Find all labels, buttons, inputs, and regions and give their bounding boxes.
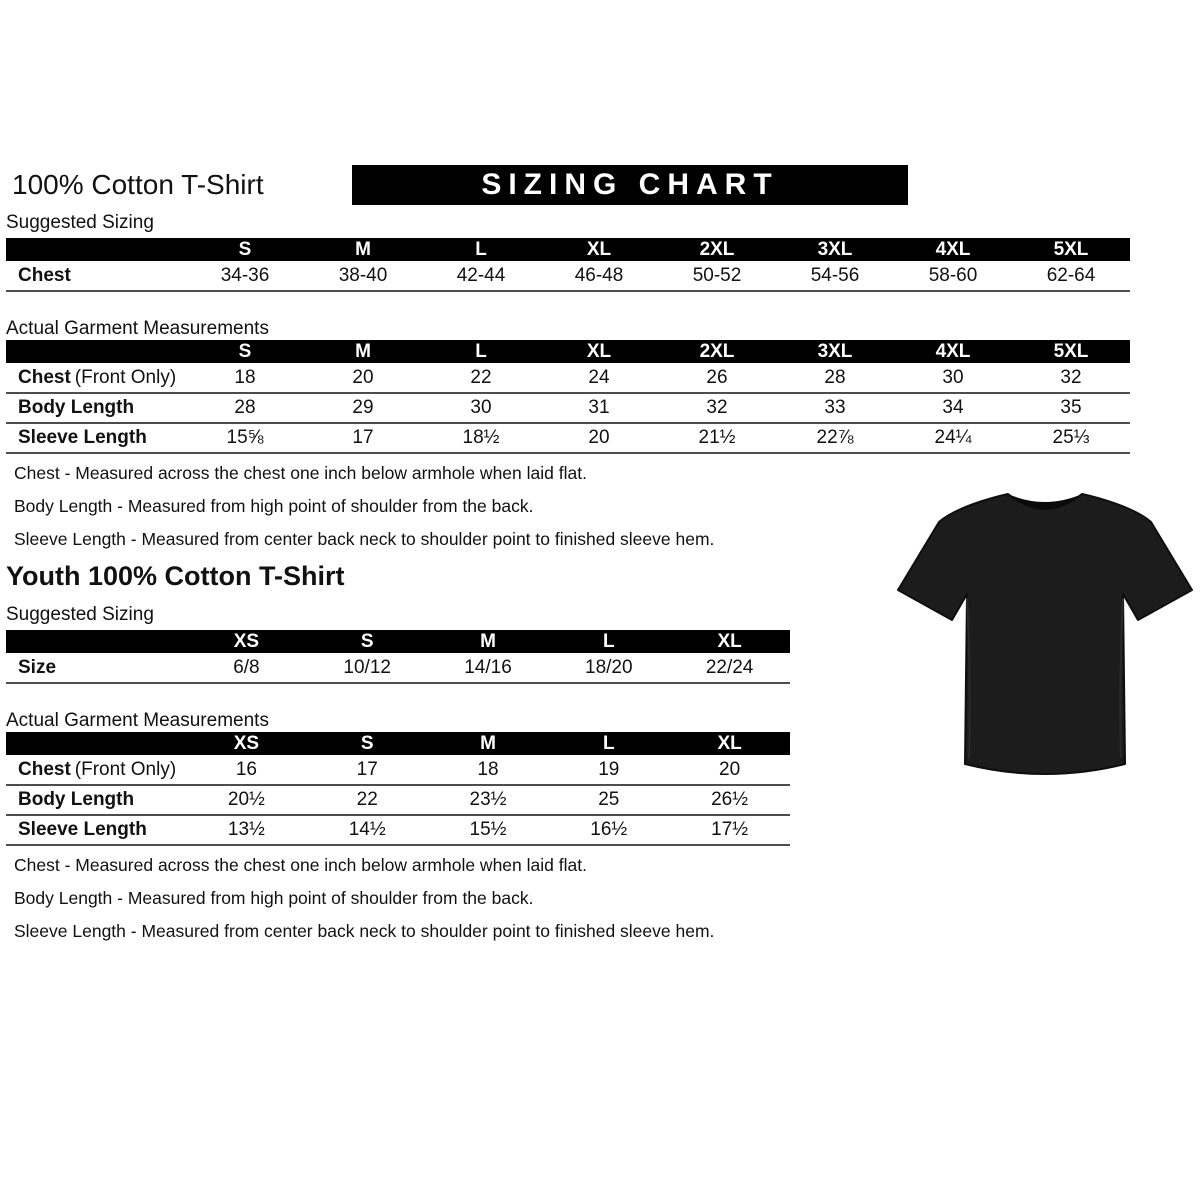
size-header: S — [307, 732, 428, 755]
size-header-row — [6, 732, 790, 755]
adult-suggested-table — [6, 238, 1130, 292]
adult-actual-table — [6, 340, 1130, 454]
row-label — [6, 393, 186, 423]
cell: 19 — [548, 755, 669, 785]
size-header-row — [6, 238, 1130, 261]
cell: 16½ — [548, 815, 669, 845]
row-label-text: Body Length — [18, 397, 135, 418]
tshirt-image — [895, 478, 1195, 818]
cell: 54-56 — [776, 261, 894, 291]
size-header: 2XL — [658, 340, 776, 363]
cell: 22⅞ — [776, 423, 894, 453]
size-header: M — [304, 340, 422, 363]
youth-suggested-sizing-label: Suggested Sizing — [6, 604, 154, 625]
row-label-text: Body Length — [18, 789, 135, 810]
cell: 20 — [304, 363, 422, 393]
cell: 24 — [540, 363, 658, 393]
size-header: 3XL — [776, 238, 894, 261]
row-label — [6, 423, 186, 453]
cell: 35 — [1012, 393, 1130, 423]
row-label-text: Sleeve Length — [18, 427, 147, 448]
row-label — [6, 755, 186, 785]
cell: 34-36 — [186, 261, 304, 291]
cell: 14½ — [307, 815, 428, 845]
row-label: Chest — [6, 261, 186, 291]
size-header: 3XL — [776, 340, 894, 363]
cell: 18½ — [422, 423, 540, 453]
size-header: XS — [186, 732, 307, 755]
cell: 28 — [186, 393, 304, 423]
row-label: Size — [6, 653, 186, 683]
cell: 17 — [307, 755, 428, 785]
cell: 14/16 — [428, 653, 549, 683]
size-header: M — [428, 630, 549, 653]
row-label-note: (Front Only) — [74, 366, 177, 388]
size-header: M — [304, 238, 422, 261]
cell: 32 — [658, 393, 776, 423]
header-spacer — [6, 238, 186, 261]
cell: 17½ — [669, 815, 790, 845]
size-header: XS — [186, 630, 307, 653]
youth-suggested-table — [6, 630, 790, 684]
size-header-row — [6, 630, 790, 653]
sizing-chart-banner: SIZING CHART — [352, 165, 908, 205]
size-header-row — [6, 340, 1130, 363]
cell: 10/12 — [307, 653, 428, 683]
size-header: 4XL — [894, 340, 1012, 363]
row-label-note: (Front Only) — [74, 758, 177, 780]
size-header: 5XL — [1012, 238, 1130, 261]
youth-actual-measurements-label: Actual Garment Measurements — [6, 710, 269, 731]
cell: 38-40 — [304, 261, 422, 291]
cell: 22 — [307, 785, 428, 815]
cell: 15½ — [428, 815, 549, 845]
cell: 62-64 — [1012, 261, 1130, 291]
note-line: Chest - Measured across the chest one inch below armhole when laid flat. — [14, 855, 587, 875]
cell: 22/24 — [669, 653, 790, 683]
note-line: Sleeve Length - Measured from center back neck to shoulder point to finished sleeve hem. — [14, 921, 715, 941]
youth-actual-table — [6, 732, 790, 846]
adult-actual-measurements-label: Actual Garment Measurements — [6, 318, 269, 339]
cell: 20 — [669, 755, 790, 785]
cell: 46-48 — [540, 261, 658, 291]
table-row — [6, 815, 790, 845]
youth-section-title: Youth 100% Cotton T-Shirt — [6, 561, 345, 591]
cell: 30 — [894, 363, 1012, 393]
product-title: 100% Cotton T-Shirt — [12, 169, 264, 200]
cell: 50-52 — [658, 261, 776, 291]
table-row — [6, 261, 1130, 291]
tshirt-graphic — [895, 478, 1195, 818]
row-label — [6, 815, 186, 845]
size-header: M — [428, 732, 549, 755]
size-header: XL — [540, 238, 658, 261]
table-row — [6, 423, 1130, 453]
cell: 24¼ — [894, 423, 1012, 453]
size-header: L — [548, 630, 669, 653]
size-header: L — [422, 238, 540, 261]
cell: 15⅝ — [186, 423, 304, 453]
header-spacer — [6, 732, 186, 755]
cell: 22 — [422, 363, 540, 393]
cell: 17 — [304, 423, 422, 453]
size-header: XL — [540, 340, 658, 363]
cell: 34 — [894, 393, 1012, 423]
cell: 23½ — [428, 785, 549, 815]
row-label-text: Chest — [18, 758, 71, 780]
cell: 32 — [1012, 363, 1130, 393]
cell: 28 — [776, 363, 894, 393]
cell: 21½ — [658, 423, 776, 453]
cell: 30 — [422, 393, 540, 423]
cell: 26½ — [669, 785, 790, 815]
cell: 31 — [540, 393, 658, 423]
cell: 16 — [186, 755, 307, 785]
cell: 58-60 — [894, 261, 1012, 291]
cell: 42-44 — [422, 261, 540, 291]
table-row — [6, 755, 790, 785]
note-line: Chest - Measured across the chest one inch below armhole when laid flat. — [14, 463, 587, 483]
table-row — [6, 393, 1130, 423]
cell: 20½ — [186, 785, 307, 815]
header-spacer — [6, 630, 186, 653]
size-header: S — [307, 630, 428, 653]
row-label — [6, 363, 186, 393]
size-header: 2XL — [658, 238, 776, 261]
size-header: L — [548, 732, 669, 755]
size-header: 5XL — [1012, 340, 1130, 363]
row-label-text: Sleeve Length — [18, 819, 147, 840]
row-label-text: Chest — [18, 366, 71, 388]
youth-measurement-notes — [6, 854, 1136, 942]
size-header: XL — [669, 630, 790, 653]
cell: 18 — [428, 755, 549, 785]
cell: 18/20 — [548, 653, 669, 683]
row-label — [6, 785, 186, 815]
cell: 25⅓ — [1012, 423, 1130, 453]
cell: 20 — [540, 423, 658, 453]
note-line: Sleeve Length - Measured from center back neck to shoulder point to finished sleeve hem. — [14, 529, 715, 549]
table-row — [6, 653, 790, 683]
size-header: XL — [669, 732, 790, 755]
size-header: L — [422, 340, 540, 363]
note-line: Body Length - Measured from high point of shoulder from the back. — [14, 888, 534, 908]
title-row — [6, 165, 1136, 205]
cell: 18 — [186, 363, 304, 393]
note-line: Body Length - Measured from high point of shoulder from the back. — [14, 496, 534, 516]
cell: 13½ — [186, 815, 307, 845]
size-header: S — [186, 340, 304, 363]
size-header: S — [186, 238, 304, 261]
cell: 6/8 — [186, 653, 307, 683]
cell: 26 — [658, 363, 776, 393]
cell: 29 — [304, 393, 422, 423]
table-row — [6, 785, 790, 815]
adult-suggested-sizing-label: Suggested Sizing — [6, 212, 154, 233]
table-row — [6, 363, 1130, 393]
cell: 33 — [776, 393, 894, 423]
size-header: 4XL — [894, 238, 1012, 261]
header-spacer — [6, 340, 186, 363]
cell: 25 — [548, 785, 669, 815]
